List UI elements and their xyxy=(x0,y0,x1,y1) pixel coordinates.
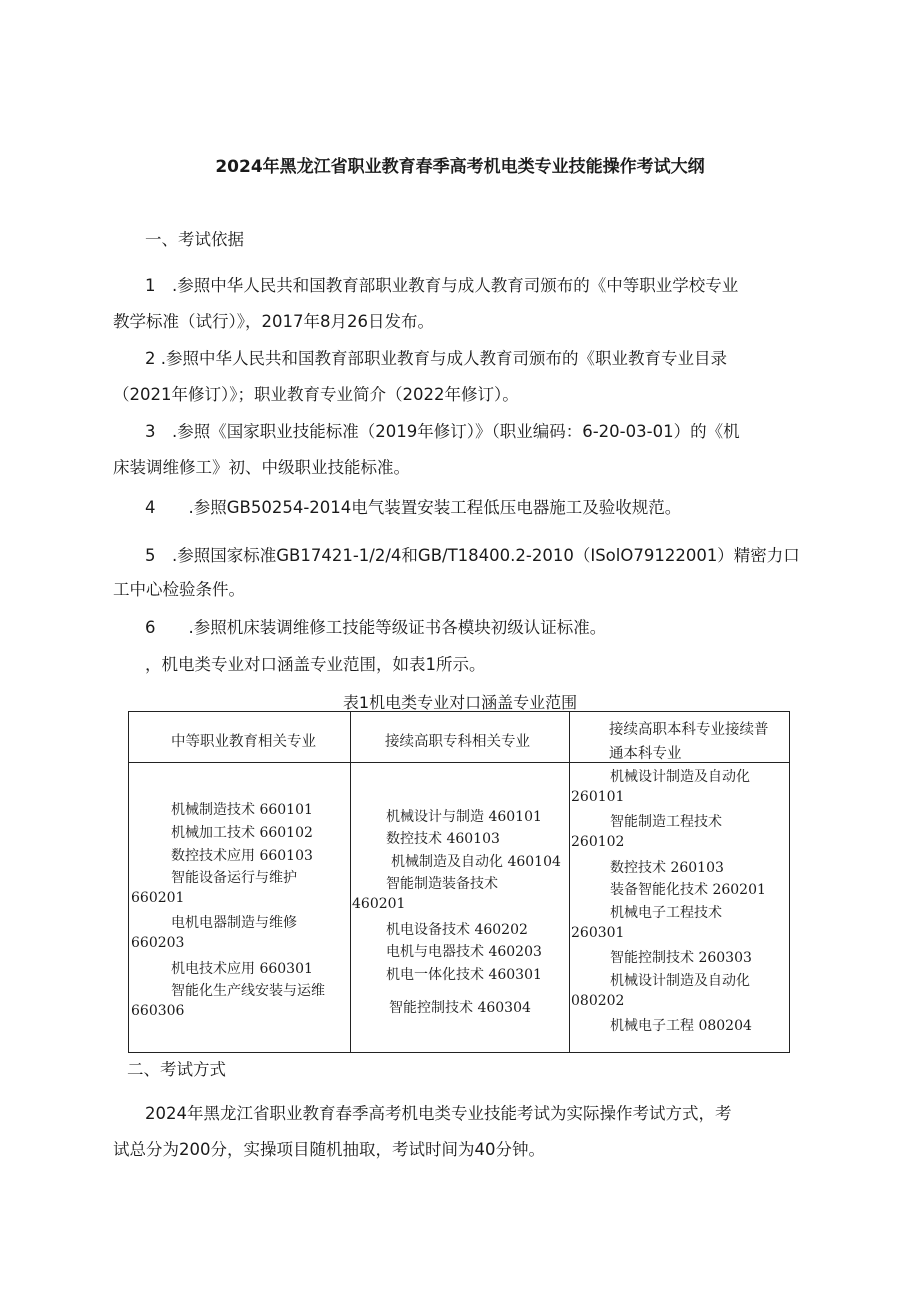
paragraph-line: 试总分为200分，实操项目随机抽取，考试时间为40分钟。 xyxy=(113,1140,545,1159)
table-cell: 数控技术应用 660103 xyxy=(171,848,313,864)
table-divider xyxy=(129,762,789,763)
table-cell: 260102 xyxy=(571,834,625,850)
table-cell: 660306 xyxy=(131,1003,185,1019)
table-header-cell: 接续高职专科相关专业 xyxy=(385,734,530,750)
table-cell: 机械制造及自动化 460104 xyxy=(391,854,561,870)
table-cell: 电机与电器技术 460203 xyxy=(386,944,542,960)
table-cell: 智能控制技术 260303 xyxy=(610,950,752,966)
table-cell: 080202 xyxy=(571,993,625,1009)
table-cell: 装备智能化技术 260201 xyxy=(610,882,766,898)
table-cell: 智能化生产线安装与运维 xyxy=(171,983,325,999)
table-cell: 智能控制技术 460304 xyxy=(389,1000,531,1016)
table-cell: 数控技术 460103 xyxy=(386,831,500,847)
table-divider xyxy=(350,712,351,1052)
table-cell: 机电一体化技术 460301 xyxy=(386,967,542,983)
table-cell: 机械电子工程技术 xyxy=(610,905,722,921)
table-divider xyxy=(569,712,570,1052)
table-caption: 表1机电类专业对口涵盖专业范围 xyxy=(342,693,578,712)
table-cell: 智能制造工程技术 xyxy=(610,814,722,830)
paragraph-line: 5 .参照国家标准GB17421-1/2/4和GB/T18400.2-2010（ISolO79122001）精密力口 xyxy=(145,546,800,565)
section1-heading: 一、考试依据 xyxy=(145,230,244,249)
table-cell: 机械设计与制造 460101 xyxy=(386,809,542,825)
table-cell: 460201 xyxy=(352,896,406,912)
table-cell: 电机电器制造与维修 xyxy=(171,915,297,931)
page-title: 2024年黑龙江省职业教育春季高考机电类专业技能操作考试大纲 xyxy=(215,157,705,177)
paragraph-line: 2024年黑龙江省职业教育春季高考机电类专业技能考试为实际操作考试方式，考 xyxy=(145,1104,732,1123)
table-header-cell: 接续高职本科专业接续普 xyxy=(609,722,769,738)
paragraph-line: （2021年修订）》；职业教育专业简介（2022年修订）。 xyxy=(113,385,519,404)
table-cell: 数控技术 260103 xyxy=(610,860,724,876)
table-cell: 660203 xyxy=(131,935,185,951)
table-cell: 机械设计制造及自动化 xyxy=(610,769,750,785)
paragraph-line: ，机电类专业对口涵盖专业范围，如表1所示。 xyxy=(145,655,486,674)
paragraph-line: 4 .参照GB50254-2014电气装置安装工程低压电器施工及验收规范。 xyxy=(145,498,682,517)
table-cell: 机电技术应用 660301 xyxy=(171,961,313,977)
table-cell: 260301 xyxy=(571,925,625,941)
table-cell: 机械设计制造及自动化 xyxy=(610,973,750,989)
table-cell: 机电设备技术 460202 xyxy=(386,922,528,938)
table-cell: 机械加工技术 660102 xyxy=(171,825,313,841)
table-header-cell: 通本科专业 xyxy=(609,746,682,762)
table-cell: 机械电子工程 080204 xyxy=(610,1018,752,1034)
paragraph-line: 1 .参照中华人民共和国教育部职业教育与成人教育司颁布的《中等职业学校专业 xyxy=(145,276,739,295)
table-cell: 260101 xyxy=(571,789,625,805)
paragraph-line: 2 .参照中华人民共和国教育部职业教育与成人教育司颁布的《职业教育专业目录 xyxy=(145,349,727,368)
table-cell: 智能设备运行与维护 xyxy=(171,870,297,886)
table-header-cell: 中等职业教育相关专业 xyxy=(171,734,316,750)
paragraph-line: 6 .参照机床装调维修工技能等级证书各模块初级认证标准。 xyxy=(145,618,607,637)
paragraph-line: 教学标准（试行）》，2017年8月26日发布。 xyxy=(113,312,434,331)
table-cell: 660201 xyxy=(131,890,185,906)
table-cell: 机械制造技术 660101 xyxy=(171,802,313,818)
paragraph-line: 3 .参照《国家职业技能标准（2019年修订）》（职业编码：6-20-03-01）的《机 xyxy=(145,422,740,441)
section2-heading: 二、考试方式 xyxy=(127,1060,226,1079)
paragraph-line: 床装调维修工》初、中级职业技能标准。 xyxy=(113,458,410,477)
paragraph-line: 工中心检验条件。 xyxy=(113,580,245,599)
major-coverage-table xyxy=(128,711,790,1053)
table-cell: 智能制造装备技术 xyxy=(386,876,498,892)
